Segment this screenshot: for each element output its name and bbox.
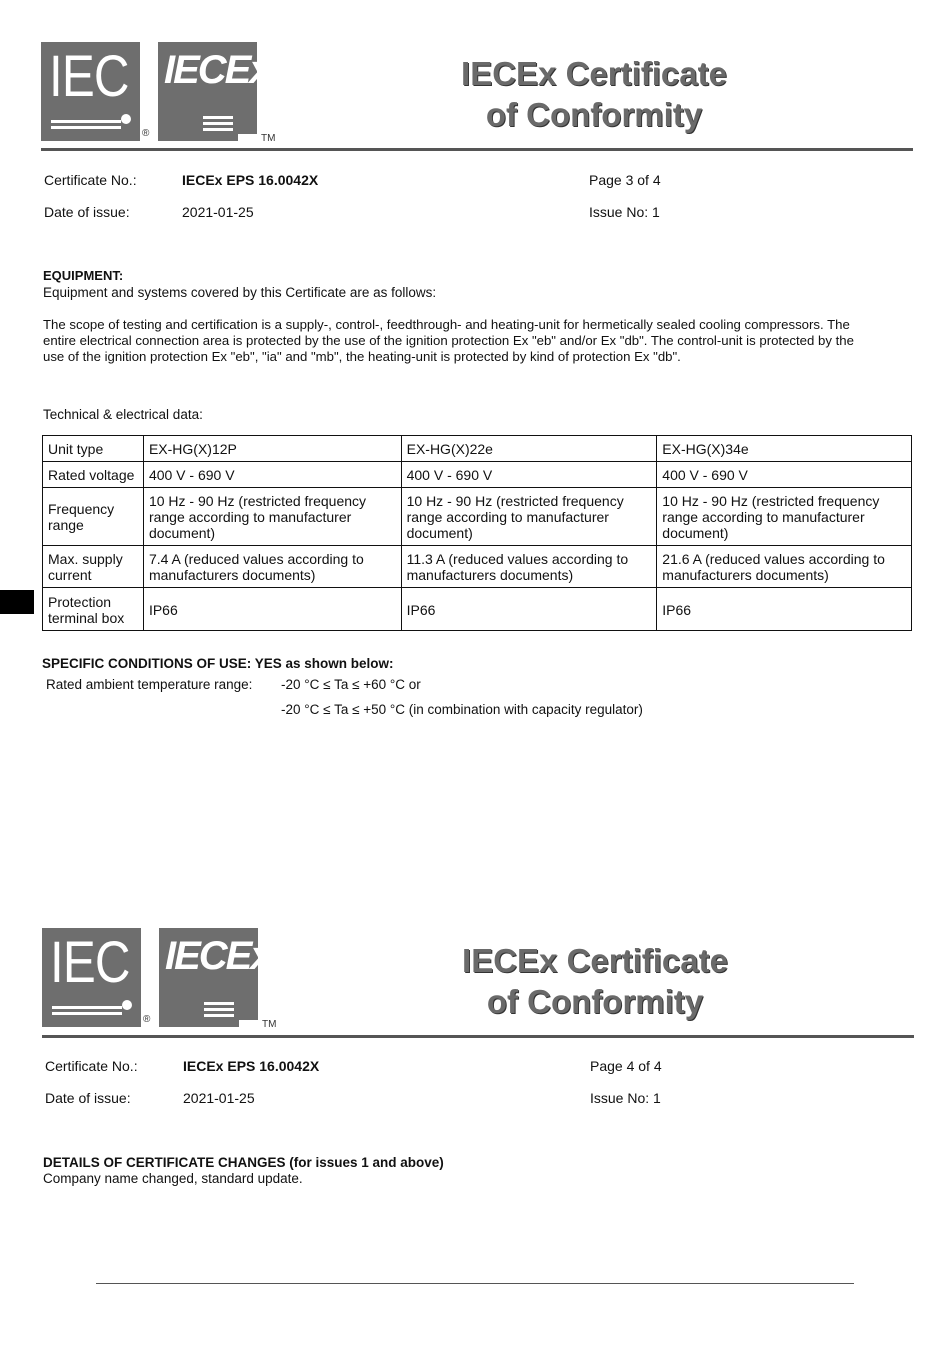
title-line-1: IECEx Certificate <box>462 942 728 979</box>
table-row <box>43 462 912 488</box>
issue-no: Issue No: 1 <box>589 204 660 220</box>
table-cell: IP66 <box>401 588 657 631</box>
row-label: Max. supply current <box>43 546 144 588</box>
certificate-no: IECEx EPS 16.0042X <box>182 172 319 188</box>
trademark: TM <box>261 133 276 144</box>
page-indicator: Page 4 of 4 <box>590 1058 662 1074</box>
table-row <box>43 488 912 546</box>
issue-date: 2021-01-25 <box>182 204 254 220</box>
table-row <box>43 546 912 588</box>
issue-no: Issue No: 1 <box>590 1090 661 1106</box>
changes-text: Company name changed, standard update. <box>43 1171 303 1186</box>
trademark: TM <box>262 1019 277 1030</box>
date-label: Date of issue: <box>45 1090 131 1106</box>
conditions-value-1: -20 °C ≤ Ta ≤ +60 °C or <box>281 677 421 692</box>
table-cell: EX-HG(X)12P <box>143 436 401 462</box>
margin-marker <box>0 590 34 614</box>
scope-line-2: entire electrical connection area is protected by the use of the ignition protection Ex "eb" and/or Ex "db". The control-unit is protected by the <box>43 333 854 348</box>
registered-mark: ® <box>142 128 150 139</box>
iecex-logo-text: IECEx <box>165 934 271 978</box>
conditions-heading: SPECIFIC CONDITIONS OF USE: YES as shown below: <box>42 656 394 671</box>
equipment-scope <box>43 317 923 365</box>
conditions-value-2: -20 °C ≤ Ta ≤ +50 °C (in combination with capacity regulator) <box>281 702 643 717</box>
table-cell: 400 V - 690 V <box>143 462 401 488</box>
page-title <box>421 940 769 1022</box>
iecex-logo <box>158 42 270 141</box>
date-label: Date of issue: <box>44 204 130 220</box>
row-label: Frequency range <box>43 488 144 546</box>
header-rule <box>42 1035 914 1038</box>
table-cell: 10 Hz - 90 Hz (restricted frequency range according to manufacturer document) <box>143 488 401 546</box>
page-title <box>420 53 768 135</box>
conditions-label: Rated ambient temperature range: <box>46 677 253 692</box>
certificate-no: IECEx EPS 16.0042X <box>183 1058 320 1074</box>
equipment-heading: EQUIPMENT: <box>43 268 124 283</box>
row-label: Protection terminal box <box>43 588 144 631</box>
table-cell: EX-HG(X)34e <box>657 436 912 462</box>
table-cell: 10 Hz - 90 Hz (restricted frequency range according to manufacturer document) <box>401 488 657 546</box>
technical-data-table <box>42 435 912 631</box>
table-cell: 10 Hz - 90 Hz (restricted frequency range according to manufacturer document) <box>657 488 912 546</box>
table-row <box>43 588 912 631</box>
title-line-2: of Conformity <box>485 96 703 133</box>
page-indicator: Page 3 of 4 <box>589 172 661 188</box>
row-label: Unit type <box>43 436 144 462</box>
issue-date: 2021-01-25 <box>183 1090 255 1106</box>
table-cell: EX-HG(X)22e <box>401 436 657 462</box>
title-line-2: of Conformity <box>486 983 704 1020</box>
table-row <box>43 436 912 462</box>
certificate-no-label: Certificate No.: <box>45 1058 138 1074</box>
iecex-logo-text: IECEx <box>164 48 270 92</box>
table-cell: IP66 <box>143 588 401 631</box>
changes-heading: DETAILS OF CERTIFICATE CHANGES (for issues 1 and above) <box>43 1155 444 1170</box>
header-rule <box>41 148 913 151</box>
iec-logo-text: IEC <box>49 44 129 109</box>
equipment-intro: Equipment and systems covered by this Certificate are as follows: <box>43 285 437 300</box>
title-line-1: IECEx Certificate <box>461 55 727 92</box>
footer-rule <box>96 1283 854 1284</box>
technical-data-label: Technical & electrical data: <box>43 407 203 422</box>
table-cell: 400 V - 690 V <box>401 462 657 488</box>
registered-mark: ® <box>143 1014 151 1025</box>
iecex-logo <box>159 928 271 1027</box>
table-cell: 400 V - 690 V <box>657 462 912 488</box>
scope-line-1: The scope of testing and certification is a supply-, control-, feedthrough- and heating-unit for hermetically sealed cooling compressors. The <box>43 317 850 332</box>
table-cell: 11.3 A (reduced values according to manufacturers documents) <box>401 546 657 588</box>
scope-line-3: use of the ignition protection Ex "eb", "ia" and "mb", the heating-unit is protected by kind of protection Ex "db". <box>43 349 681 364</box>
table-cell: 21.6 A (reduced values according to manufacturers documents) <box>657 546 912 588</box>
certificate-no-label: Certificate No.: <box>44 172 137 188</box>
iec-logo-text: IEC <box>50 930 130 995</box>
table-cell: 7.4 A (reduced values according to manufacturers documents) <box>143 546 401 588</box>
iec-logo <box>42 928 141 1027</box>
row-label: Rated voltage <box>43 462 144 488</box>
iec-logo <box>41 42 140 141</box>
table-cell: IP66 <box>657 588 912 631</box>
